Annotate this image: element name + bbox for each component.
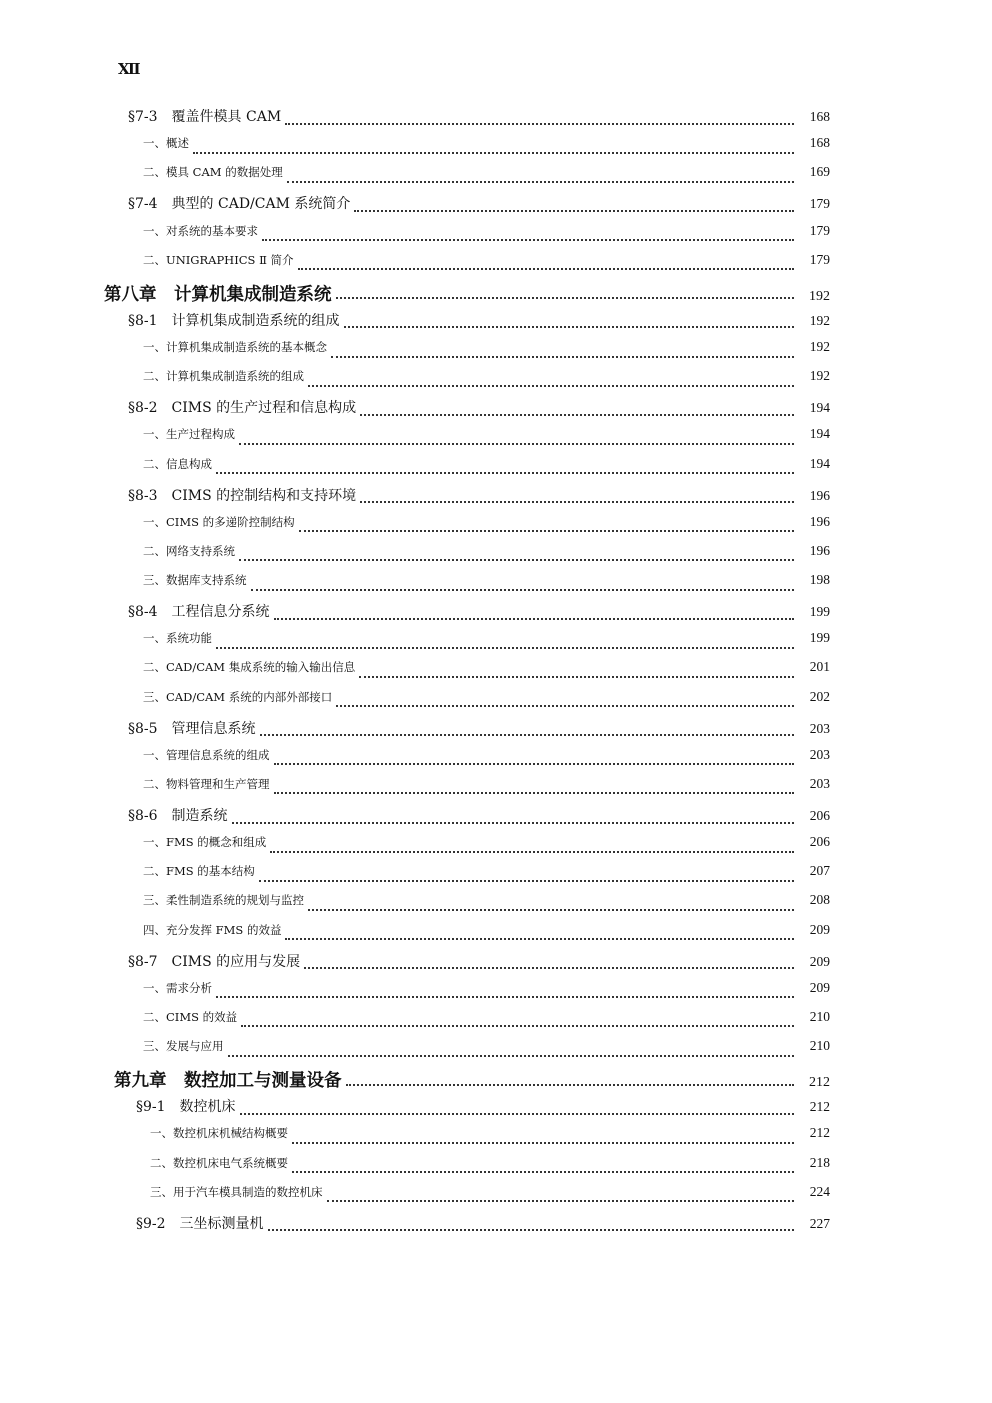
toc-entry-title: 第九章 数控加工与测量设备 [114, 1071, 342, 1092]
toc-entry-title: §8-4 工程信息分系统 [128, 604, 270, 621]
toc-entry-title: §8-6 制造系统 [128, 808, 228, 824]
toc-entry-page: 209 [809, 953, 830, 969]
dot-leader [260, 734, 794, 736]
toc-entry-page: 210 [809, 1038, 830, 1053]
toc-entry-section [0, 485, 992, 514]
toc-entry-sub [0, 863, 992, 892]
toc-entry-page: 194 [809, 426, 830, 442]
dot-leader [292, 1171, 794, 1173]
toc-entry-page: 194 [809, 455, 830, 471]
toc-entry-section [0, 193, 992, 222]
toc-entry-title: §7-4 典型的 CAD/CAM 系统简介 [128, 196, 351, 213]
toc-entry-page: 192 [809, 312, 830, 328]
toc-entry-sub [0, 892, 992, 921]
toc-entry-sub [0, 1184, 992, 1213]
toc-entry-sub [0, 252, 992, 281]
dot-leader [216, 996, 794, 998]
dot-leader [274, 792, 795, 794]
dot-leader [308, 909, 794, 911]
dot-leader [308, 385, 794, 387]
toc-entry-page: 212 [809, 1075, 830, 1091]
toc-entry-title: 一、管理信息系统的组成 [143, 747, 270, 762]
toc-entry-page: 209 [809, 921, 830, 937]
page-number: Ⅻ [118, 62, 141, 78]
toc-entry-page: 203 [809, 720, 830, 736]
toc-entry-sub [0, 1155, 992, 1184]
toc-entry-title: 二、网络支持系统 [143, 543, 235, 558]
toc-entry-sub [0, 1038, 992, 1067]
toc-entry-sub [0, 456, 992, 485]
toc-entry-page: 212 [809, 1099, 830, 1115]
dot-leader [298, 268, 794, 270]
toc-entry-page: 210 [809, 1008, 830, 1024]
dot-leader [287, 181, 794, 183]
toc-entry-title: 二、UNIGRAPHICS Ⅱ 简介 [143, 252, 294, 267]
toc-entry-sub [0, 834, 992, 863]
toc-entry-title: 二、FMS 的基本结构 [143, 864, 255, 879]
toc-entry-section [0, 951, 992, 980]
toc-entry-title: 三、CAD/CAM 系统的内部外部接口 [143, 689, 333, 704]
toc-entry-sub [0, 164, 992, 193]
dot-leader [354, 210, 794, 212]
toc-entry-title: 一、概述 [143, 136, 189, 151]
toc-entry-sub [0, 426, 992, 455]
dot-leader [336, 297, 795, 299]
toc-entry-title: §8-7 CIMS 的应用与发展 [128, 953, 301, 970]
toc-entry-page: 206 [809, 834, 830, 850]
toc-entry-title: §8-5 管理信息系统 [128, 720, 256, 737]
toc-entry-page: 206 [809, 808, 830, 823]
dot-leader [292, 1142, 794, 1144]
toc-entry-page: 196 [809, 513, 830, 529]
toc-entry-page: 203 [809, 775, 830, 791]
toc-entry-sub [0, 630, 992, 659]
dot-leader [274, 618, 794, 620]
toc-entry-sub [0, 922, 992, 951]
toc-entry-page: 203 [809, 746, 830, 762]
toc-entry-sub [0, 980, 992, 1009]
toc-entry-sub [0, 223, 992, 252]
dot-leader [193, 152, 794, 154]
toc-entry-page: 169 [809, 164, 830, 180]
toc-entry-page: 227 [809, 1215, 830, 1231]
toc-entry-section [0, 106, 992, 135]
dot-leader [336, 705, 794, 707]
dot-leader [274, 763, 795, 765]
toc-entry-page: 168 [809, 109, 830, 124]
toc-entry-sub [0, 1009, 992, 1038]
dot-leader [268, 1229, 794, 1231]
toc-entry-title: 一、系统功能 [143, 631, 212, 646]
toc-entry-sub [0, 689, 992, 718]
toc-entry-title: 二、CAD/CAM 集成系统的输入输出信息 [143, 660, 356, 675]
dot-leader [285, 938, 794, 940]
dot-leader [346, 1084, 795, 1086]
toc-entry-page: 199 [809, 630, 830, 646]
toc-entry-sub [0, 368, 992, 397]
dot-leader [216, 647, 794, 649]
dot-leader [240, 1113, 794, 1115]
toc-entry-title: 一、需求分析 [143, 980, 212, 995]
toc-entry-page: 224 [809, 1183, 830, 1199]
toc-entry-title: 二、模具 CAM 的数据处理 [143, 165, 283, 180]
toc-entry-page: 192 [809, 368, 830, 384]
toc-entry-section [0, 601, 992, 630]
dot-leader [331, 356, 794, 358]
toc-entry-title: 第八章 计算机集成制造系统 [104, 284, 332, 305]
toc-entry-sub [0, 543, 992, 572]
dot-leader [327, 1200, 795, 1202]
toc-entry-page: 196 [809, 542, 830, 558]
dot-leader [299, 530, 794, 532]
toc-entry-title: 一、生产过程构成 [143, 427, 235, 442]
dot-leader [359, 676, 794, 678]
toc-entry-page: 201 [809, 659, 830, 675]
toc-entry-title: 一、计算机集成制造系统的基本概念 [143, 340, 327, 354]
toc-entry-sub [0, 572, 992, 601]
toc-entry-title: §9-2 三坐标测量机 [136, 1215, 264, 1232]
toc-entry-title: 一、对系统的基本要求 [143, 223, 258, 238]
toc-entry-page: 194 [809, 400, 830, 416]
toc-entry-page: 179 [809, 196, 830, 212]
toc-entry-sub [0, 1125, 992, 1154]
toc-entry-title: 四、充分发挥 FMS 的效益 [143, 922, 282, 937]
toc-entry-title: 二、数控机床电气系统概要 [150, 1155, 288, 1170]
dot-leader [360, 414, 794, 416]
dot-leader [216, 472, 794, 474]
toc-entry-page: 212 [809, 1125, 830, 1141]
dot-leader [304, 967, 794, 969]
toc-entry-title: 一、数控机床机械结构概要 [150, 1126, 288, 1141]
dot-leader [239, 443, 794, 445]
dot-leader [344, 326, 794, 328]
toc-entry-title: 三、柔性制造系统的规划与监控 [143, 893, 304, 908]
dot-leader [228, 1055, 795, 1057]
toc-entry-chapter [0, 281, 992, 310]
toc-entry-section [0, 805, 992, 834]
toc-entry-sub [0, 776, 992, 805]
toc-entry-section [0, 310, 992, 339]
toc-entry-title: 三、数据库支持系统 [143, 573, 247, 587]
toc-entry-title: §9-1 数控机床 [136, 1099, 236, 1116]
dot-leader [259, 880, 794, 882]
toc-entry-page: 199 [809, 604, 830, 620]
toc-entry-title: 二、物料管理和生产管理 [143, 776, 270, 791]
dot-leader [232, 822, 794, 824]
toc-entry-title: §7-3 覆盖件模具 CAM [128, 109, 282, 125]
toc-entry-section [0, 718, 992, 747]
toc-entry-page: 208 [809, 892, 830, 908]
dot-leader [241, 1025, 794, 1027]
dot-leader [251, 589, 795, 591]
table-of-contents [0, 106, 992, 1242]
toc-entry-sub [0, 514, 992, 543]
toc-entry-title: 二、信息构成 [143, 456, 212, 471]
toc-entry-page: 168 [809, 135, 830, 151]
toc-entry-page: 192 [809, 288, 830, 304]
toc-entry-page: 179 [809, 222, 830, 238]
toc-entry-page: 179 [809, 251, 830, 267]
toc-entry-title: 二、CIMS 的效益 [143, 1009, 238, 1024]
dot-leader [360, 501, 794, 503]
toc-entry-sub [0, 659, 992, 688]
toc-entry-page: 202 [809, 688, 830, 704]
dot-leader [285, 123, 794, 125]
toc-entry-page: 209 [809, 979, 830, 995]
toc-entry-page: 218 [809, 1154, 830, 1170]
dot-leader [270, 851, 794, 853]
toc-entry-page: 198 [809, 572, 830, 587]
toc-entry-title: §8-1 计算机集成制造系统的组成 [128, 312, 340, 329]
toc-entry-title: §8-3 CIMS 的控制结构和支持环境 [128, 487, 357, 504]
toc-entry-section [0, 397, 992, 426]
toc-entry-title: 一、CIMS 的多递阶控制结构 [143, 514, 295, 529]
toc-entry-title: 三、发展与应用 [143, 1039, 224, 1053]
toc-entry-page: 192 [809, 339, 830, 354]
toc-entry-title: 三、用于汽车模具制造的数控机床 [150, 1184, 323, 1199]
toc-entry-sub [0, 339, 992, 368]
toc-entry-sub [0, 747, 992, 776]
toc-entry-section [0, 1096, 992, 1125]
toc-entry-title: §8-2 CIMS 的生产过程和信息构成 [128, 400, 357, 417]
toc-entry-page: 207 [809, 863, 830, 879]
toc-entry-sub [0, 135, 992, 164]
toc-entry-section [0, 1213, 992, 1242]
dot-leader [239, 559, 794, 561]
toc-entry-chapter [0, 1067, 992, 1096]
toc-entry-title: 一、FMS 的概念和组成 [143, 835, 267, 850]
dot-leader [262, 239, 794, 241]
toc-entry-title: 二、计算机集成制造系统的组成 [143, 369, 304, 384]
toc-entry-page: 196 [809, 487, 830, 503]
